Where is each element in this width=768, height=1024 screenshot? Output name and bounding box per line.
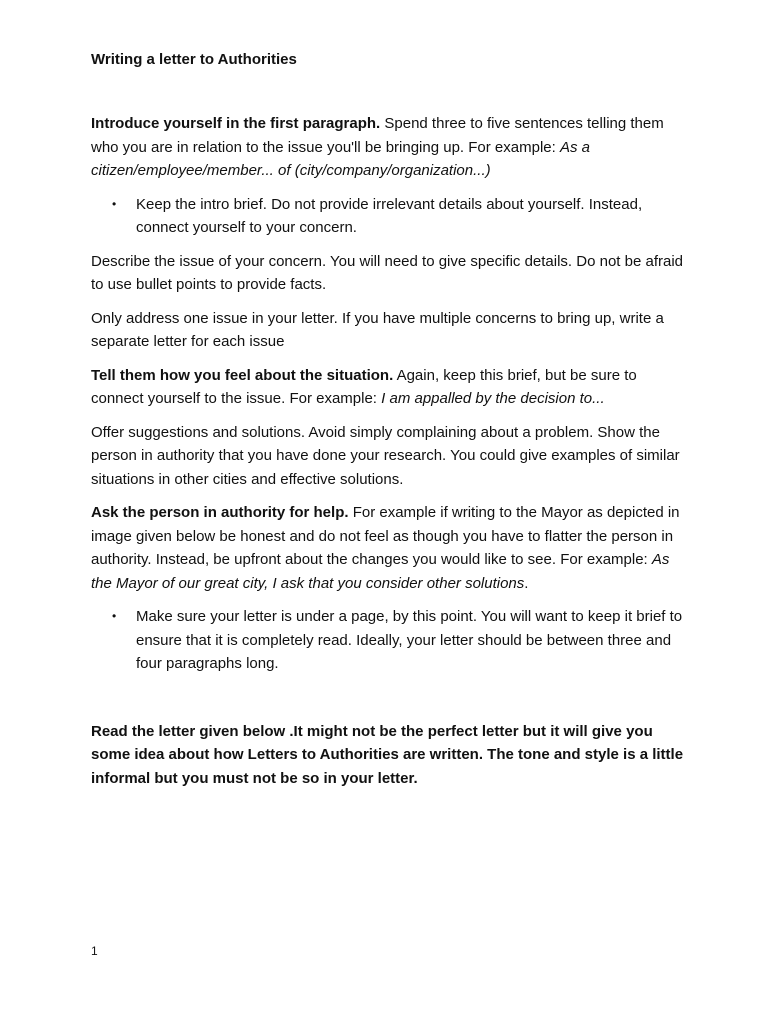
paragraph-text: For example if writing to the Mayor as depicted in image given below be honest and do not feel as though you have to flatter the person in authority. Instead, be upfront about the changes you would like to see. For example: <box>91 504 680 568</box>
list-item <box>112 193 691 240</box>
paragraph-example: As the Mayor of our great city, I ask that you consider other solutions <box>91 551 670 592</box>
document-body <box>91 112 691 800</box>
bullet-icon: • <box>112 196 117 211</box>
list-item <box>112 605 691 676</box>
bullet-icon: • <box>112 609 117 623</box>
paragraph-lead: Introduce yourself in the first paragraph. <box>91 115 381 132</box>
paragraph-suggestions: Offer suggestions and solutions. Avoid simply complaining about a problem. Show the person in authority that you have done your research. You could give examples of similar situations in other cities and effective solutions. <box>91 423 680 488</box>
paragraph-closing: Read the letter given below .It might not be the perfect letter but it will give you some idea about how Letters to Authorities are written. The tone and style is a little informal but you must not be so in your letter. <box>91 722 684 787</box>
paragraph-ask-for-help <box>91 501 691 595</box>
paragraph-feelings <box>91 364 691 411</box>
paragraph-end: . <box>524 574 529 592</box>
spacer <box>91 686 691 720</box>
paragraph-one-issue: Only address one issue in your letter. If you have multiple concerns to bring up, write a separate letter for each issue <box>91 309 664 350</box>
paragraph-describe-issue: Describe the issue of your concern. You will need to give specific details. Do not be afraid to use bullet points to provide facts. <box>91 252 684 293</box>
bullet-list-length <box>91 605 691 676</box>
paragraph-example: As a citizen/employee/member... of (city/company/organization...) <box>91 138 590 179</box>
list-item-text: Keep the intro brief. Do not provide irrelevant details about yourself. Instead, connect yourself to your concern. <box>136 195 643 236</box>
paragraph-example: I am appalled by the decision to... <box>381 390 605 407</box>
paragraph-introduce-yourself <box>91 112 691 183</box>
list-item-text: Make sure your letter is under a page, by this point. You will want to keep it brief to ensure that it is completely read. Ideally, your letter should be between three and four paragraphs long. <box>136 608 683 672</box>
paragraph-text: Again, keep this brief, but be sure to connect yourself to the issue. For example: <box>91 366 637 407</box>
bullet-list-intro <box>91 193 691 240</box>
page-number: 1 <box>91 944 98 958</box>
paragraph-lead: Tell them how you feel about the situation. <box>91 366 394 384</box>
document-title: Writing a letter to Authorities <box>91 51 297 68</box>
paragraph-text: Spend three to five sentences telling them who you are in relation to the issue you'll be bringing up. For example: <box>91 115 664 156</box>
paragraph-lead: Ask the person in authority for help. <box>91 504 349 521</box>
